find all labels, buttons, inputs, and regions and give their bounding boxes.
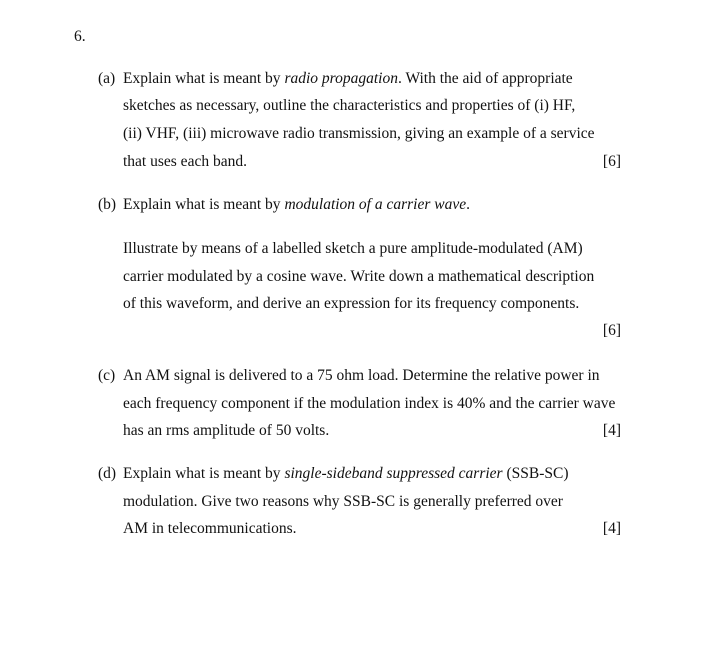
part-d-line-1: [123, 464, 568, 484]
part-b-label: (b): [98, 196, 117, 213]
part-d-marks: [4]: [602, 520, 621, 537]
part-b-line-1-pre: Explain what is meant by: [123, 196, 285, 213]
part-c-line-3: has an rms amplitude of 50 volts.: [123, 422, 330, 439]
part-b-line-4: of this waveform, and derive an expression for its frequency components.: [123, 295, 580, 312]
part-b-line-2: Illustrate by means of a labelled sketch a pure amplitude-modulated (AM): [123, 240, 583, 257]
part-d-label: (d): [98, 465, 117, 482]
part-c: [98, 366, 638, 446]
part-a-line-1-pre: Explain what is meant by: [123, 70, 285, 87]
part-c-marks: [4]: [602, 422, 621, 439]
part-a-line-1-post: . With the aid of appropriate: [397, 70, 573, 87]
part-d-term: single-sideband suppressed carrier: [284, 465, 503, 482]
part-b-line-3: carrier modulated by a cosine wave. Write down a mathematical description: [123, 268, 595, 285]
part-c-label: (c): [98, 367, 116, 384]
part-d-line-3: AM in telecommunications.: [123, 520, 297, 537]
part-d-line-1-post: (SSB-SC): [502, 465, 569, 482]
part-b-term: modulation of a carrier wave: [284, 196, 467, 213]
question-number: 6.: [74, 28, 86, 45]
part-b-line-1: [123, 195, 470, 215]
part-a-term: radio propagation: [284, 70, 398, 87]
part-a-line-2: sketches as necessary, outline the characteristics and properties of (i) HF,: [123, 97, 576, 114]
part-b-marks: [6]: [602, 322, 621, 339]
part-d-line-1-pre: Explain what is meant by: [123, 465, 285, 482]
part-b: [98, 195, 638, 345]
part-d: [98, 464, 638, 544]
part-a-line-1: [123, 69, 573, 89]
part-c-line-1: An AM signal is delivered to a 75 ohm load. Determine the relative power in: [123, 367, 600, 384]
part-a: [98, 69, 638, 179]
part-c-line-2: each frequency component if the modulation index is 40% and the carrier wave: [123, 395, 616, 412]
part-d-line-2: modulation. Give two reasons why SSB-SC is generally preferred over: [123, 493, 563, 510]
part-a-line-3: (ii) VHF, (iii) microwave radio transmission, giving an example of a service: [123, 125, 595, 142]
part-a-line-4: that uses each band.: [123, 153, 247, 170]
part-a-marks: [6]: [602, 153, 621, 170]
part-b-line-1-post: .: [466, 196, 470, 213]
part-a-label: (a): [98, 70, 116, 87]
